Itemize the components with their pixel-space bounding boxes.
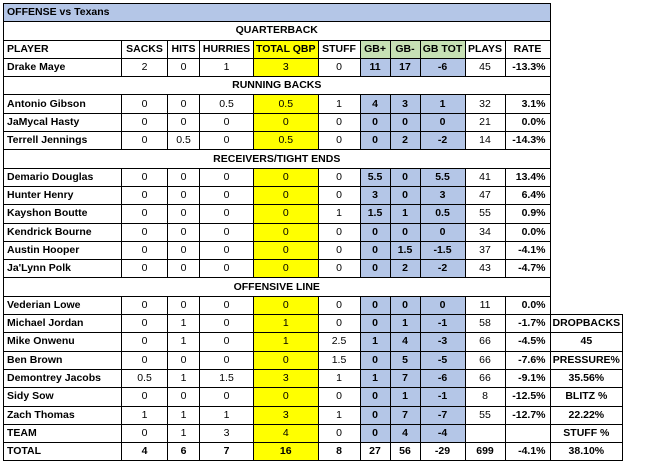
player-name: TEAM [4, 424, 122, 442]
rate-cell: -4.1% [505, 241, 550, 259]
rate-cell: -4.5% [505, 333, 550, 351]
sacks-cell: 0 [122, 95, 168, 113]
gb-minus-cell: 1 [390, 315, 420, 333]
gb-tot-cell: -5 [420, 351, 465, 369]
sacks-cell: 2 [122, 58, 168, 76]
player-row [4, 113, 623, 131]
section-offensive-line: OFFENSIVE LINE [4, 278, 551, 296]
hurries-cell: 0 [200, 351, 254, 369]
hits-cell: 0 [168, 388, 200, 406]
total-qbp-cell: 0.5 [254, 95, 319, 113]
stuff-cell: 8 [318, 443, 360, 461]
player-row [4, 406, 623, 424]
plays-cell: 41 [465, 168, 505, 186]
gb-tot-cell: 1 [420, 95, 465, 113]
plays-cell: 21 [465, 113, 505, 131]
hurries-cell: 0 [200, 223, 254, 241]
gb-minus-cell: 5 [390, 351, 420, 369]
plays-cell: 58 [465, 315, 505, 333]
gb-plus-cell: 0 [360, 424, 390, 442]
section-row [4, 150, 623, 168]
gb-minus-cell: 0 [390, 168, 420, 186]
rate-cell [505, 424, 550, 442]
rate-cell: -9.1% [505, 369, 550, 387]
sheet-title: OFFENSE vs Texans [4, 4, 551, 22]
gb-plus-cell: 0 [360, 132, 390, 150]
dropbacks-label: DROPBACKS [550, 315, 623, 333]
gb-tot-cell: 0 [420, 296, 465, 314]
plays-cell: 699 [465, 443, 505, 461]
player-name: Drake Maye [4, 58, 122, 76]
gb-plus-cell: 0 [360, 388, 390, 406]
plays-cell: 47 [465, 186, 505, 204]
gb-minus-cell: 7 [390, 369, 420, 387]
title-row [4, 4, 623, 22]
stuff-cell: 0 [318, 168, 360, 186]
plays-cell: 32 [465, 95, 505, 113]
rate-cell: 0.0% [505, 113, 550, 131]
total-qbp-cell: 0 [254, 351, 319, 369]
sacks-cell: 0 [122, 260, 168, 278]
plays-cell: 66 [465, 369, 505, 387]
gb-minus-cell: 7 [390, 406, 420, 424]
col-header-stuff: STUFF [318, 40, 360, 58]
gb-minus-cell: 2 [390, 260, 420, 278]
stuff-cell: 0 [318, 241, 360, 259]
hits-cell: 1 [168, 315, 200, 333]
hurries-cell: 0 [200, 186, 254, 204]
pressure-label: PRESSURE% [550, 351, 623, 369]
stuff-cell: 0 [318, 424, 360, 442]
gb-plus-cell: 1 [360, 333, 390, 351]
gb-tot-cell: -4 [420, 424, 465, 442]
hits-cell: 0 [168, 58, 200, 76]
hurries-cell: 3 [200, 424, 254, 442]
gb-tot-cell: -3 [420, 333, 465, 351]
col-header-plays: PLAYS [465, 40, 505, 58]
player-name: Vederian Lowe [4, 296, 122, 314]
gb-plus-cell: 0 [360, 315, 390, 333]
hits-cell: 0 [168, 241, 200, 259]
player-name: Zach Thomas [4, 406, 122, 424]
rate-cell: -1.7% [505, 315, 550, 333]
total-qbp-cell: 0 [254, 296, 319, 314]
hits-cell: 1 [168, 406, 200, 424]
stats-sheet [3, 3, 623, 461]
rate-cell: -12.7% [505, 406, 550, 424]
hits-cell: 0 [168, 95, 200, 113]
section-row [4, 77, 623, 95]
player-name: Hunter Henry [4, 186, 122, 204]
gb-plus-cell: 3 [360, 186, 390, 204]
gb-tot-cell: -1.5 [420, 241, 465, 259]
gb-tot-cell: 0.5 [420, 205, 465, 223]
total-row [4, 443, 623, 461]
gb-minus-cell: 0 [390, 223, 420, 241]
gb-tot-cell: 3 [420, 186, 465, 204]
stuff-cell: 0 [318, 132, 360, 150]
blitz-value: 22.22% [550, 406, 623, 424]
header-row [4, 40, 623, 58]
stuff-cell: 1 [318, 205, 360, 223]
total-qbp-cell: 3 [254, 369, 319, 387]
hits-cell: 0 [168, 223, 200, 241]
total-qbp-cell: 0 [254, 113, 319, 131]
player-name: Antonio Gibson [4, 95, 122, 113]
hurries-cell: 0 [200, 388, 254, 406]
rate-cell: -4.1% [505, 443, 550, 461]
stuff-cell: 0 [318, 260, 360, 278]
gb-plus-cell: 0 [360, 296, 390, 314]
player-name: JaMycal Hasty [4, 113, 122, 131]
col-header-gb-minus: GB- [390, 40, 420, 58]
player-name: Demontrey Jacobs [4, 369, 122, 387]
gb-tot-cell: -2 [420, 132, 465, 150]
player-row [4, 58, 623, 76]
player-row [4, 186, 623, 204]
gb-minus-cell: 56 [390, 443, 420, 461]
gb-tot-cell: -1 [420, 315, 465, 333]
hurries-cell: 0.5 [200, 95, 254, 113]
plays-cell: 66 [465, 333, 505, 351]
hits-cell: 1 [168, 424, 200, 442]
gb-minus-cell: 4 [390, 424, 420, 442]
col-header-gb-tot: GB TOT [420, 40, 465, 58]
player-row [4, 369, 623, 387]
gb-plus-cell: 0 [360, 351, 390, 369]
gb-tot-cell: 0 [420, 223, 465, 241]
gb-plus-cell: 0 [360, 241, 390, 259]
total-qbp-cell: 1 [254, 315, 319, 333]
stuff-cell: 2.5 [318, 333, 360, 351]
gb-plus-cell: 0 [360, 260, 390, 278]
gb-tot-cell: -6 [420, 369, 465, 387]
player-row [4, 95, 623, 113]
hurries-cell: 1.5 [200, 369, 254, 387]
rate-cell: -4.7% [505, 260, 550, 278]
col-header-total-qbp: TOTAL QBP [254, 40, 319, 58]
total-qbp-cell: 1 [254, 333, 319, 351]
hurries-cell: 7 [200, 443, 254, 461]
plays-cell: 66 [465, 351, 505, 369]
player-name: Sidy Sow [4, 388, 122, 406]
gb-minus-cell: 0 [390, 186, 420, 204]
plays-cell: 14 [465, 132, 505, 150]
sacks-cell: 0 [122, 113, 168, 131]
player-row [4, 424, 623, 442]
hits-cell: 1 [168, 333, 200, 351]
hurries-cell: 0 [200, 132, 254, 150]
plays-cell [465, 424, 505, 442]
stuff-cell: 1.5 [318, 351, 360, 369]
hits-cell: 0 [168, 351, 200, 369]
stuff-cell: 1 [318, 406, 360, 424]
hits-cell: 1 [168, 369, 200, 387]
player-name: Kayshon Boutte [4, 205, 122, 223]
stuff-cell: 0 [318, 296, 360, 314]
rate-cell: 0.0% [505, 296, 550, 314]
hits-cell: 0 [168, 296, 200, 314]
player-row [4, 132, 623, 150]
player-name: TOTAL [4, 443, 122, 461]
blitz-label: BLITZ % [550, 388, 623, 406]
hits-cell: 6 [168, 443, 200, 461]
rate-cell: -14.3% [505, 132, 550, 150]
rate-cell: 13.4% [505, 168, 550, 186]
player-row [4, 351, 623, 369]
dropbacks-value: 45 [550, 333, 623, 351]
hits-cell: 0 [168, 168, 200, 186]
gb-minus-cell: 1 [390, 205, 420, 223]
stuff-cell: 0 [318, 113, 360, 131]
gb-plus-cell: 27 [360, 443, 390, 461]
total-qbp-cell: 0 [254, 260, 319, 278]
col-header-rate: RATE [505, 40, 550, 58]
hurries-cell: 1 [200, 406, 254, 424]
stuff-cell: 0 [318, 223, 360, 241]
gb-minus-cell: 3 [390, 95, 420, 113]
col-header-sacks: SACKS [122, 40, 168, 58]
sacks-cell: 4 [122, 443, 168, 461]
section-row [4, 278, 623, 296]
rate-cell: 3.1% [505, 95, 550, 113]
total-qbp-cell: 0 [254, 205, 319, 223]
gb-minus-cell: 2 [390, 132, 420, 150]
sacks-cell: 0 [122, 205, 168, 223]
gb-plus-cell: 4 [360, 95, 390, 113]
rate-cell: -12.5% [505, 388, 550, 406]
gb-plus-cell: 0 [360, 113, 390, 131]
gb-tot-cell: 0 [420, 113, 465, 131]
sacks-cell: 0 [122, 388, 168, 406]
stuff-cell: 0 [318, 58, 360, 76]
sacks-cell: 0 [122, 296, 168, 314]
player-name: Ben Brown [4, 351, 122, 369]
sacks-cell: 0.5 [122, 369, 168, 387]
gb-plus-cell: 0 [360, 406, 390, 424]
total-qbp-cell: 4 [254, 424, 319, 442]
hurries-cell: 0 [200, 113, 254, 131]
player-name: Austin Hooper [4, 241, 122, 259]
col-header-player: PLAYER [4, 40, 122, 58]
stuff-cell: 1 [318, 95, 360, 113]
gb-tot-cell: -7 [420, 406, 465, 424]
gb-minus-cell: 1 [390, 388, 420, 406]
section-row [4, 22, 623, 40]
col-header-hurries: HURRIES [200, 40, 254, 58]
gb-plus-cell: 5.5 [360, 168, 390, 186]
sacks-cell: 0 [122, 168, 168, 186]
gb-tot-cell: -29 [420, 443, 465, 461]
player-name: Demario Douglas [4, 168, 122, 186]
sacks-cell: 0 [122, 333, 168, 351]
player-name: Terrell Jennings [4, 132, 122, 150]
hits-cell: 0.5 [168, 132, 200, 150]
plays-cell: 37 [465, 241, 505, 259]
hurries-cell: 0 [200, 260, 254, 278]
section-quarterback: QUARTERBACK [4, 22, 551, 40]
hurries-cell: 0 [200, 296, 254, 314]
sacks-cell: 0 [122, 223, 168, 241]
hurries-cell: 0 [200, 333, 254, 351]
stuff-pct-value: 38.10% [550, 443, 623, 461]
section-running-backs: RUNNING BACKS [4, 77, 551, 95]
gb-minus-cell: 0 [390, 113, 420, 131]
hurries-cell: 0 [200, 315, 254, 333]
sacks-cell: 0 [122, 351, 168, 369]
sacks-cell: 0 [122, 241, 168, 259]
rate-cell: 6.4% [505, 186, 550, 204]
player-name: Kendrick Bourne [4, 223, 122, 241]
pressure-value: 35.56% [550, 369, 623, 387]
rate-cell: 0.0% [505, 223, 550, 241]
total-qbp-cell: 3 [254, 58, 319, 76]
total-qbp-cell: 0 [254, 186, 319, 204]
gb-minus-cell: 17 [390, 58, 420, 76]
gb-tot-cell: -2 [420, 260, 465, 278]
gb-plus-cell: 0 [360, 223, 390, 241]
rate-cell: -7.6% [505, 351, 550, 369]
hurries-cell: 0 [200, 205, 254, 223]
hurries-cell: 1 [200, 58, 254, 76]
total-qbp-cell: 0 [254, 223, 319, 241]
player-name: Ja'Lynn Polk [4, 260, 122, 278]
stuff-pct-label: STUFF % [550, 424, 623, 442]
stuff-cell: 0 [318, 388, 360, 406]
gb-minus-cell: 4 [390, 333, 420, 351]
gb-plus-cell: 11 [360, 58, 390, 76]
hits-cell: 0 [168, 205, 200, 223]
total-qbp-cell: 3 [254, 406, 319, 424]
total-qbp-cell: 0 [254, 388, 319, 406]
player-row [4, 260, 623, 278]
sacks-cell: 0 [122, 315, 168, 333]
rate-cell: 0.9% [505, 205, 550, 223]
gb-minus-cell: 0 [390, 296, 420, 314]
player-row [4, 315, 623, 333]
plays-cell: 34 [465, 223, 505, 241]
total-qbp-cell: 0 [254, 241, 319, 259]
sacks-cell: 0 [122, 132, 168, 150]
player-row [4, 296, 623, 314]
player-row [4, 223, 623, 241]
gb-plus-cell: 1.5 [360, 205, 390, 223]
sacks-cell: 1 [122, 406, 168, 424]
total-qbp-cell: 0.5 [254, 132, 319, 150]
gb-plus-cell: 1 [360, 369, 390, 387]
stuff-cell: 1 [318, 369, 360, 387]
col-header-gb-plus: GB+ [360, 40, 390, 58]
gb-tot-cell: -1 [420, 388, 465, 406]
player-row [4, 168, 623, 186]
sacks-cell: 0 [122, 424, 168, 442]
plays-cell: 43 [465, 260, 505, 278]
section-receivers: RECEIVERS/TIGHT ENDS [4, 150, 551, 168]
plays-cell: 8 [465, 388, 505, 406]
total-qbp-cell: 16 [254, 443, 319, 461]
total-qbp-cell: 0 [254, 168, 319, 186]
gb-tot-cell: -6 [420, 58, 465, 76]
hurries-cell: 0 [200, 168, 254, 186]
plays-cell: 55 [465, 406, 505, 424]
gb-tot-cell: 5.5 [420, 168, 465, 186]
player-row [4, 388, 623, 406]
player-row [4, 333, 623, 351]
hits-cell: 0 [168, 113, 200, 131]
stuff-cell: 0 [318, 186, 360, 204]
player-name: Mike Onwenu [4, 333, 122, 351]
rate-cell: -13.3% [505, 58, 550, 76]
player-name: Michael Jordan [4, 315, 122, 333]
player-row [4, 205, 623, 223]
stuff-cell: 0 [318, 315, 360, 333]
plays-cell: 11 [465, 296, 505, 314]
hits-cell: 0 [168, 186, 200, 204]
hurries-cell: 0 [200, 241, 254, 259]
plays-cell: 55 [465, 205, 505, 223]
col-header-hits: HITS [168, 40, 200, 58]
plays-cell: 45 [465, 58, 505, 76]
hits-cell: 0 [168, 260, 200, 278]
gb-minus-cell: 1.5 [390, 241, 420, 259]
player-row [4, 241, 623, 259]
sacks-cell: 0 [122, 186, 168, 204]
